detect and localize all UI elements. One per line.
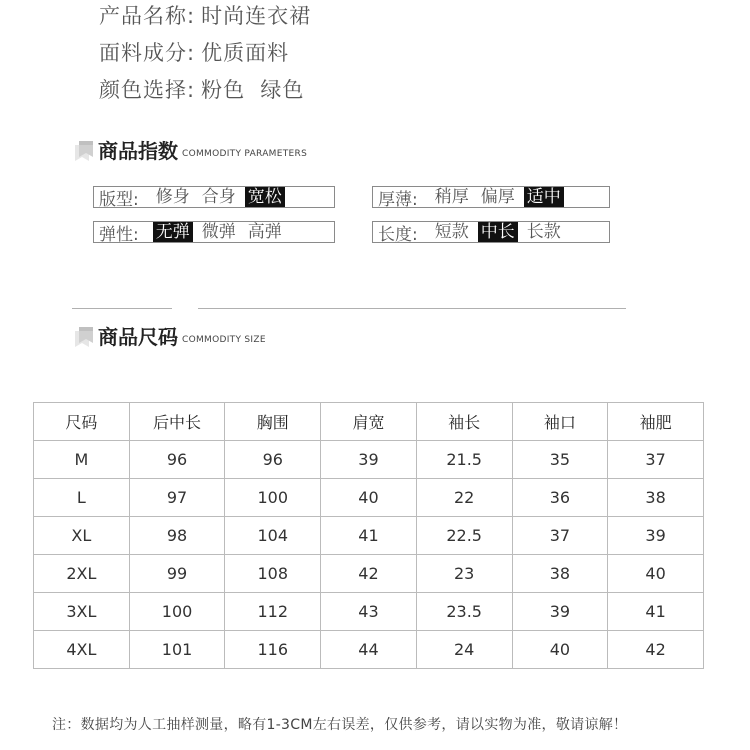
color-label: 颜色选择: bbox=[99, 78, 196, 102]
table-row bbox=[34, 631, 704, 669]
measure-cell: 40 bbox=[321, 479, 417, 517]
table-row bbox=[34, 479, 704, 517]
size-cell: 4XL bbox=[34, 631, 130, 669]
param-label: 厚薄: bbox=[378, 189, 418, 210]
param-option: 修身 bbox=[155, 187, 190, 207]
size-title-cn: 商品尺码 bbox=[98, 325, 178, 349]
params-title-en: COMMODITY PARAMETERS bbox=[182, 149, 308, 159]
size-cell: L bbox=[34, 479, 130, 517]
param-label: 弹性: bbox=[99, 224, 139, 245]
fabric-row bbox=[99, 37, 289, 67]
measure-cell: 22 bbox=[416, 479, 512, 517]
measure-cell: 37 bbox=[608, 441, 704, 479]
measure-cell: 39 bbox=[512, 593, 608, 631]
header-cell: 尺码 bbox=[34, 403, 130, 441]
divider bbox=[72, 308, 172, 309]
header-cell: 后中长 bbox=[129, 403, 225, 441]
param-option: 短款 bbox=[434, 222, 469, 242]
measure-cell: 38 bbox=[608, 479, 704, 517]
param-fit bbox=[93, 186, 335, 208]
measure-cell: 96 bbox=[225, 441, 321, 479]
product-name-row bbox=[99, 0, 311, 30]
size-title-en: COMMODITY SIZE bbox=[182, 335, 266, 345]
param-option-selected: 适中 bbox=[524, 187, 564, 207]
measure-cell: 44 bbox=[321, 631, 417, 669]
divider bbox=[198, 308, 626, 309]
measure-cell: 39 bbox=[321, 441, 417, 479]
size-cell: M bbox=[34, 441, 130, 479]
param-option-selected: 无弹 bbox=[153, 222, 193, 242]
param-elasticity bbox=[93, 221, 335, 243]
param-label: 版型: bbox=[99, 189, 139, 210]
measure-cell: 23 bbox=[416, 555, 512, 593]
table-row bbox=[34, 441, 704, 479]
size-table bbox=[33, 402, 704, 669]
header-cell: 袖口 bbox=[512, 403, 608, 441]
measure-cell: 100 bbox=[225, 479, 321, 517]
measure-cell: 42 bbox=[608, 631, 704, 669]
measure-cell: 37 bbox=[512, 517, 608, 555]
measure-cell: 21.5 bbox=[416, 441, 512, 479]
fabric-value: 优质面料 bbox=[201, 41, 290, 65]
color-row bbox=[99, 74, 304, 104]
size-cell: 2XL bbox=[34, 555, 130, 593]
param-option: 微弹 bbox=[201, 222, 236, 242]
disclaimer-note: 注：数据均为人工抽样测量，略有1-3CM左右误差，仅供参考，请以实物为准，敬请谅解！ bbox=[52, 717, 628, 733]
measure-cell: 104 bbox=[225, 517, 321, 555]
param-option: 高弹 bbox=[247, 222, 282, 242]
size-table-header bbox=[34, 403, 704, 441]
tag-icon bbox=[73, 325, 95, 349]
param-option-selected: 中长 bbox=[478, 222, 518, 242]
measure-cell: 97 bbox=[129, 479, 225, 517]
size-section-title bbox=[73, 323, 266, 349]
param-label: 长度: bbox=[378, 224, 418, 245]
measure-cell: 116 bbox=[225, 631, 321, 669]
measure-cell: 22.5 bbox=[416, 517, 512, 555]
header-cell: 袖肥 bbox=[608, 403, 704, 441]
header-cell: 肩宽 bbox=[321, 403, 417, 441]
table-row bbox=[34, 593, 704, 631]
param-option: 合身 bbox=[201, 187, 236, 207]
measure-cell: 36 bbox=[512, 479, 608, 517]
param-option: 偏厚 bbox=[480, 187, 515, 207]
measure-cell: 112 bbox=[225, 593, 321, 631]
fabric-label: 面料成分: bbox=[99, 41, 196, 65]
product-name-label: 产品名称: bbox=[99, 4, 196, 28]
measure-cell: 40 bbox=[512, 631, 608, 669]
measure-cell: 40 bbox=[608, 555, 704, 593]
params-section-title bbox=[73, 137, 307, 163]
params-title-cn: 商品指数 bbox=[98, 139, 178, 163]
color-value: 粉色 绿色 bbox=[201, 78, 305, 102]
measure-cell: 35 bbox=[512, 441, 608, 479]
measure-cell: 23.5 bbox=[416, 593, 512, 631]
table-row bbox=[34, 517, 704, 555]
param-thickness bbox=[372, 186, 610, 208]
header-cell: 袖长 bbox=[416, 403, 512, 441]
measure-cell: 41 bbox=[608, 593, 704, 631]
param-option: 稍厚 bbox=[434, 187, 469, 207]
size-cell: 3XL bbox=[34, 593, 130, 631]
table-row bbox=[34, 555, 704, 593]
measure-cell: 101 bbox=[129, 631, 225, 669]
measure-cell: 39 bbox=[608, 517, 704, 555]
measure-cell: 100 bbox=[129, 593, 225, 631]
product-name-value: 时尚连衣裙 bbox=[201, 4, 312, 28]
measure-cell: 43 bbox=[321, 593, 417, 631]
measure-cell: 24 bbox=[416, 631, 512, 669]
header-cell: 胸围 bbox=[225, 403, 321, 441]
measure-cell: 41 bbox=[321, 517, 417, 555]
param-length bbox=[372, 221, 610, 243]
measure-cell: 38 bbox=[512, 555, 608, 593]
param-option: 长款 bbox=[526, 222, 561, 242]
size-cell: XL bbox=[34, 517, 130, 555]
measure-cell: 108 bbox=[225, 555, 321, 593]
measure-cell: 42 bbox=[321, 555, 417, 593]
measure-cell: 99 bbox=[129, 555, 225, 593]
measure-cell: 98 bbox=[129, 517, 225, 555]
measure-cell: 96 bbox=[129, 441, 225, 479]
param-option-selected: 宽松 bbox=[245, 187, 285, 207]
tag-icon bbox=[73, 139, 95, 163]
